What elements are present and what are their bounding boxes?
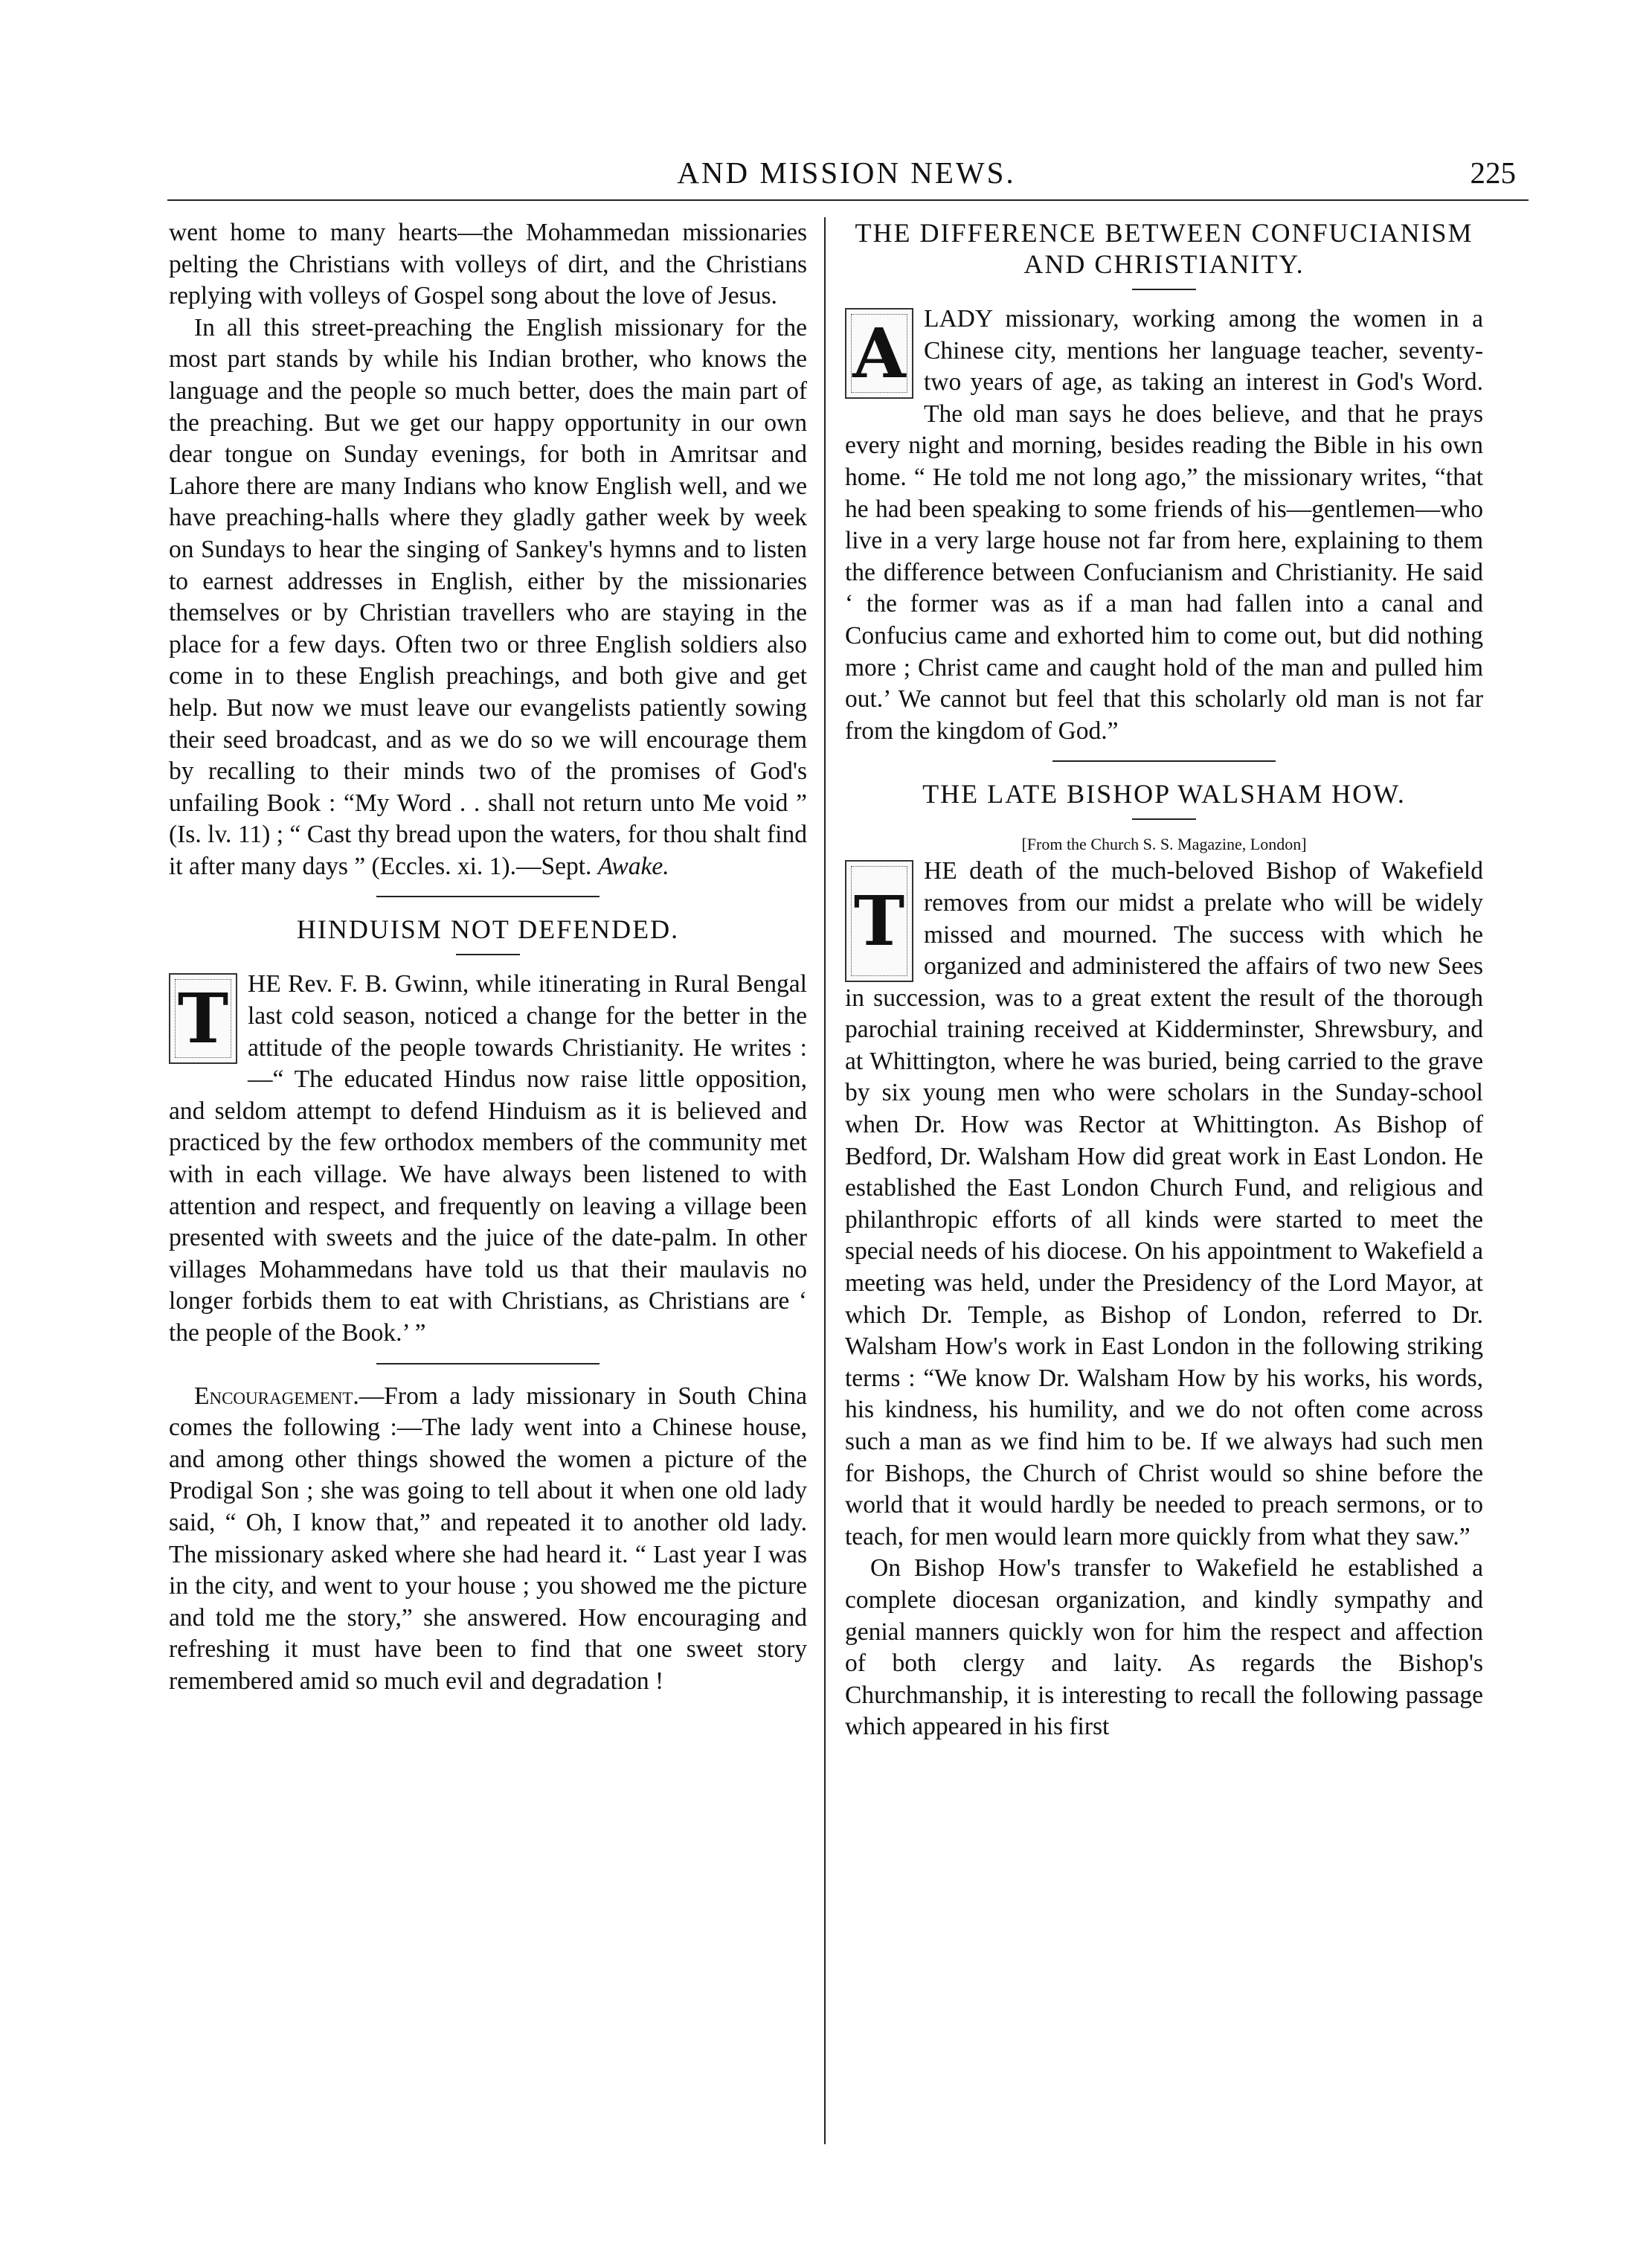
walsham-how-body-text: HE death of the much-beloved Bishop of Wakefield removes from our midst a prelate who will be widely missed and mourned. The success with which he organized and administered the affairs of two new Sees in succession, was to a great extent the result of the thorough parochial training received at Kidderminster, Shrewsbury, and at Whittington, where he was buried, being carried to the grave by six young men who were scholars in the Sunday-school when Dr. How was Rector at Whittington. As Bishop of Bedford, Dr. Walsham How did great work in East London. He established the East London Church Fund, and religious and philanthropic efforts of all kinds were started to meet the special needs of his diocese. On his appointment to Wakefield a meeting was held, under the Presidency of the Lord Mayor, at which Dr. Temple, as Bishop of London, referred to Dr. Walsham How's work in East London in the following striking terms : “We know Dr. Walsham How by his works, his words, his kindness, his humility, and we do not often come across such a man as we find him to be. If we always had such men for Bishops, the Church of Christ would so shine before the world that it would hardly be needed to preach sermons, or to teach, for men would learn more quickly from what they saw.” <box>845 857 1483 1551</box>
right-column <box>845 217 1483 2122</box>
page-number: 225 <box>1470 155 1516 190</box>
hinduism-body-text: HE Rev. F. B. Gwinn, while itinerating in Rural Bengal last cold season, noticed a change for the better in the attitude of the people towards Christianity. He writes :—“ The educated Hindus now raise little opposition, and seldom attempt to defend Hinduism as it is believed and practiced by the few orthodox members of the community met with in each village. We have always been listened to with attention and respect, and frequently on leaving a village been presented with sweets and the juice of the date-palm. In other villages Mohammedans have told us that their maulavis no longer forbids them to eat with Christians, as Christians are ‘ the people of the Book.’ ” <box>169 970 807 1347</box>
title-rule <box>1132 289 1196 290</box>
article-title-hinduism: HINDUISM NOT DEFENDED. <box>296 914 680 945</box>
running-title: AND MISSION NEWS. <box>677 155 1016 190</box>
running-head <box>177 155 1516 199</box>
article-title-walsham-how: THE LATE BISHOP WALSHAM HOW. <box>922 779 1406 809</box>
confucianism-body-text: LADY missionary, working among the women in a Chinese city, mentions her language teacher, seventy-two years of age, as taking an interest in God's Word. The old man says he does believe, and that he prays every night and morning, besides reading the Bible in his own home. “ He told me not long ago,” the missionary writes, “that he had been speaking to some friends of his—gentlemen—who live in a very large house not far from here, explaining to them the difference between Confucianism and Christianity. He said ‘ the former was as if a man had fallen into a canal and Confucius came and exhorted him to come out, but did nothing more ; Christ came and caught hold of the man and pulled him out.’ We cannot but feel that this scholarly old man is not far from the kingdom of God.” <box>845 305 1483 745</box>
dropcap-t-ornament: T <box>845 860 913 982</box>
article-body-hinduism <box>169 969 807 1349</box>
dropcap-t-ornament: T <box>169 973 237 1064</box>
paragraph-wakefield-transfer: On Bishop How's transfer to Wakefield he established a complete diocesan organization, and kindly sympathy and genial manners quickly won for him the respect and affection of both clergy and laity. As regards the Bishop's Churchmanship, it is interesting to recall the following passage which appeared in his first <box>845 1554 1483 1741</box>
title-rule <box>1132 818 1196 820</box>
encouragement-lead: Encouragement. <box>194 1382 359 1410</box>
header-rule <box>167 199 1529 201</box>
title-rule <box>456 954 520 955</box>
paragraph-english-preaching <box>169 312 807 883</box>
article-body-confucianism <box>845 304 1483 747</box>
paragraph-street-preaching-end: went home to many hearts—the Mohammedan missionaries pelting the Christians with volleys of dirt, and the Christians replying with volleys of Gospel song about the love of Jesus. <box>169 219 807 310</box>
encouragement-body-text: —From a lady missionary in South China comes the following :—The lady went into a Chinese house, and among other things showed the women a picture of the Prodigal Son ; she was going to tell about it when one old lady said, “ Oh, I know that,” and repeated it to another old lady. The missionary asked where she had heard it. “ Last year I was in the city, and went to your house ; you showed me the picture and told me the story,” she answered. How encouraging and refreshing it must have been to find that one sweet story remembered amid so much evil and degradation ! <box>169 1382 807 1695</box>
paragraph-english-preaching-text: In all this street-preaching the English missionary for the most part stands by while his Indian brother, who knows the language and the people so much better, does the main part of the preaching. But we get our happy opportunity in our own dear tongue on Sunday evenings, for both in Amritsar and Lahore there are many Indians who know English well, and we have preaching-halls where they gladly gather week by week on Sundays to hear the singing of Sankey's hymns and to listen to earnest addresses in English, either by the missionaries themselves or by Christian travellers who are staying in the place for a few days. Often two or three English soldiers also come in to these English preachings, and both give and get help. But now we must leave our evangelists patiently sowing their seed broadcast, and as we do so we will encourage them by recalling to their minds two of the promises of God's unfailing Book : “My Word . . shall not return unto Me void ” (Is. lv. 11) ; “ Cast thy bread upon the waters, for thou shalt find it after many days ” (Eccles. xi. 1).—Sept. <box>169 313 807 880</box>
article-source-note: [From the Church S. S. Magazine, London] <box>1021 835 1307 854</box>
dropcap-a-ornament: A <box>845 308 913 399</box>
section-rule <box>1052 760 1276 762</box>
article-title-confucianism: THE DIFFERENCE BETWEEN CONFUCIANISM AND CHRISTIANITY. <box>855 218 1473 279</box>
article-body-walsham-how <box>845 856 1483 1553</box>
left-column <box>169 217 807 2122</box>
source-awake: Awake. <box>597 852 669 880</box>
section-rule <box>376 896 600 897</box>
section-rule <box>376 1363 600 1365</box>
column-divider <box>824 217 826 2144</box>
paragraph-encouragement <box>169 1381 807 1698</box>
